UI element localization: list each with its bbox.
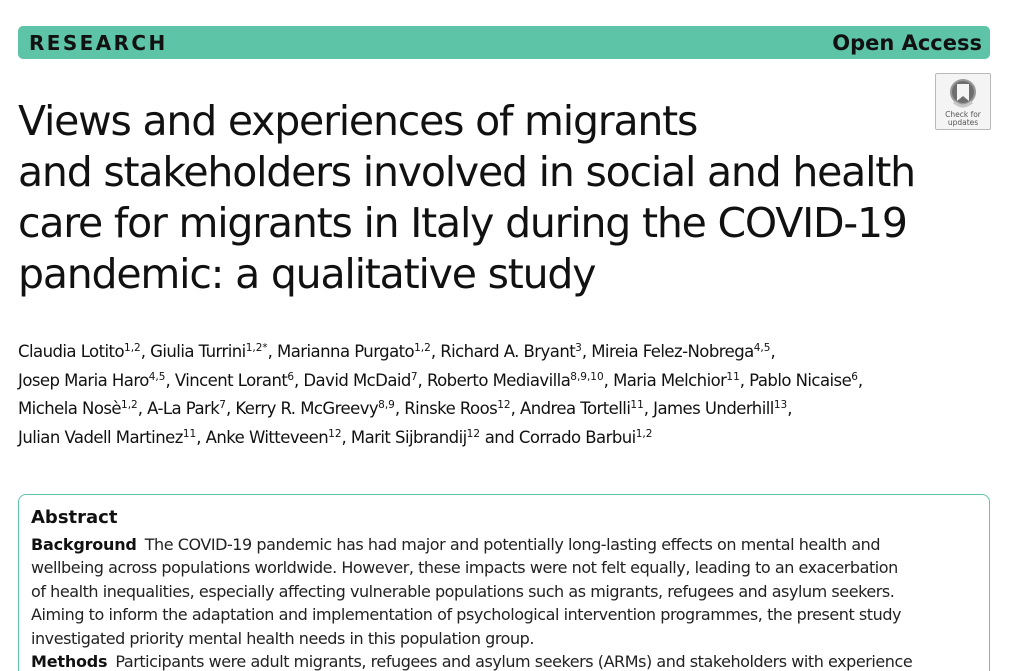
author-name[interactable]: Corrado Barbui: [518, 427, 636, 447]
author-affiliation: 6: [851, 370, 858, 383]
abstract-box: [18, 494, 990, 671]
author-affiliation: 8,9,10: [570, 370, 604, 383]
author-separator: ,: [857, 370, 863, 390]
abstract-heading: Abstract: [31, 507, 118, 528]
author-name[interactable]: Maria Melchior: [613, 370, 727, 390]
author-separator: ,: [196, 427, 206, 447]
author-affiliation: 12: [466, 427, 481, 440]
author-line: [18, 338, 1008, 367]
abstract-line: wellbeing across populations worldwide. However, these impacts were not felt equally, leading to an exacerbation: [31, 558, 898, 578]
author-separator: ,: [267, 342, 278, 361]
author-separator: ,: [510, 399, 520, 418]
article-type-banner: [18, 26, 990, 59]
author-affiliation: 7: [219, 399, 226, 411]
author-separator: ,: [770, 342, 776, 361]
author-name[interactable]: Mireia Felez-Nobrega: [591, 342, 754, 361]
author-separator: ,: [341, 427, 351, 447]
author-affiliation: 1,2: [124, 342, 141, 354]
author-affiliation: 12: [328, 427, 342, 440]
author-affiliation: 8,9: [378, 399, 395, 411]
author-affiliation: 11: [726, 370, 740, 383]
author-affiliation: 1,2*: [245, 342, 268, 354]
author-affiliation: 3: [575, 342, 582, 354]
title-line: care for migrants in Italy during the COVID-19: [18, 199, 907, 247]
abstract-line: [31, 650, 977, 671]
author-name[interactable]: Marianna Purgato: [277, 342, 415, 361]
author-name[interactable]: Richard A. Bryant: [440, 342, 576, 361]
author-separator: ,: [294, 370, 304, 390]
author-name[interactable]: Vincent Lorant: [174, 370, 288, 390]
article-title: [18, 96, 918, 300]
author-line: [18, 367, 1008, 396]
title-line: and stakeholders involved in social and health: [18, 148, 915, 196]
author-name[interactable]: Kerry R. McGreevy: [235, 399, 379, 418]
author-name[interactable]: James Underhill: [653, 399, 774, 418]
author-separator: ,: [165, 370, 175, 390]
author-affiliation: 12: [497, 399, 511, 411]
methods-text: Participants were adult migrants, refugees and asylum seekers (ARMs) and stakeholders with experience: [115, 652, 913, 671]
author-affiliation: 7: [410, 370, 418, 383]
author-separator: ,: [140, 342, 151, 361]
author-separator: ,: [430, 342, 441, 361]
author-affiliation: 11: [182, 427, 197, 440]
author-list: [18, 338, 1008, 452]
abstract-body: [31, 533, 977, 671]
author-affiliation: 1,2: [414, 342, 431, 354]
crossmark-label-line-1: Check for: [945, 110, 981, 119]
author-separator: ,: [394, 399, 405, 418]
author-separator: ,: [417, 370, 427, 390]
crossmark-label-line-2: updates: [947, 117, 979, 127]
title-line: Views and experiences of migrants: [18, 97, 698, 145]
author-name[interactable]: A-La Park: [147, 399, 220, 418]
abstract-line: of health inequalities, especially affecting vulnerable populations such as migrants, refugees and asylum seekers.: [31, 581, 895, 601]
author-name[interactable]: David McDaid: [303, 370, 411, 390]
background-text: The COVID-19 pandemic has had major and potentially long-lasting effects on mental health and: [144, 535, 881, 554]
crossmark-label: [938, 111, 988, 126]
author-affiliation: 6: [287, 370, 294, 383]
author-affiliation: 4,5: [753, 342, 771, 354]
author-separator: ,: [137, 399, 148, 418]
methods-label: Methods: [31, 652, 108, 671]
author-name[interactable]: Rinske Roos: [404, 399, 498, 418]
author-name[interactable]: Julian Vadell Martinez: [18, 427, 183, 447]
author-affiliation: 1,2: [121, 399, 138, 411]
check-for-updates-badge[interactable]: [935, 73, 991, 130]
abstract-line: investigated priority mental health needs in this population group.: [31, 628, 534, 648]
section-label: RESEARCH: [29, 30, 168, 55]
author-name[interactable]: Marit Sijbrandij: [350, 427, 467, 447]
author-affiliation: 1,2: [635, 427, 653, 440]
author-separator: ,: [603, 370, 614, 390]
crossmark-icon: [948, 78, 978, 110]
author-name[interactable]: Andrea Tortelli: [519, 399, 631, 418]
author-name[interactable]: Claudia Lotito: [18, 342, 125, 361]
author-affiliation: 13: [773, 399, 788, 411]
author-separator: ,: [643, 399, 654, 418]
author-name[interactable]: Anke Witteveen: [205, 427, 329, 447]
abstract-line: [31, 533, 977, 556]
author-separator: ,: [581, 342, 592, 361]
author-name[interactable]: Roberto Mediavilla: [426, 370, 571, 390]
author-affiliation: 11: [630, 399, 644, 411]
author-separator: and: [480, 427, 519, 447]
abstract-line: Aiming to inform the adaptation and implementation of psychological intervention programmes, the present study: [31, 605, 902, 625]
author-separator: ,: [787, 399, 792, 418]
author-separator: ,: [225, 399, 236, 418]
author-affiliation: 4,5: [148, 370, 166, 383]
author-name[interactable]: Michela Nosè: [18, 399, 122, 418]
author-name[interactable]: Pablo Nicaise: [749, 370, 852, 390]
author-name[interactable]: Giulia Turrini: [150, 342, 246, 361]
author-separator: ,: [739, 370, 750, 390]
author-line: [18, 424, 1008, 453]
background-label: Background: [31, 535, 137, 554]
open-access-label[interactable]: Open Access: [832, 30, 982, 55]
author-line: [18, 395, 1008, 424]
author-name[interactable]: Josep Maria Haro: [18, 370, 149, 390]
title-line: pandemic: a qualitative study: [18, 250, 596, 298]
